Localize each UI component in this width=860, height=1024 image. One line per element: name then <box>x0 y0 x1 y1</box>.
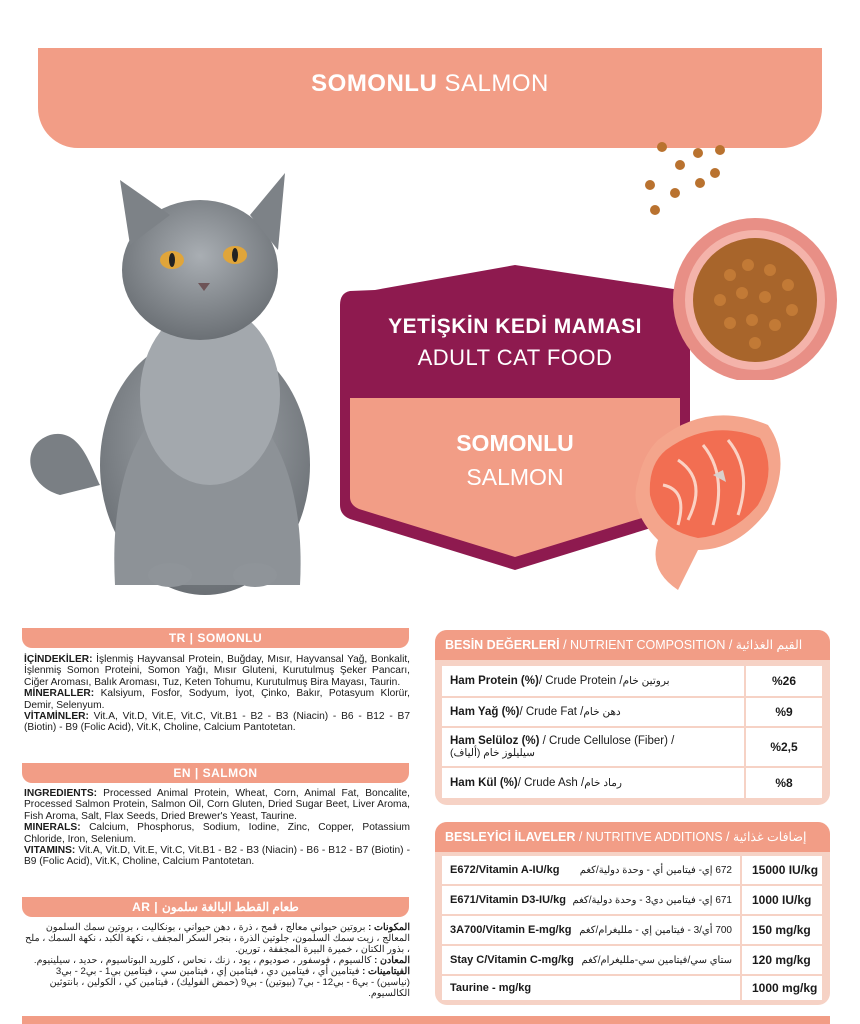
nutrient-row <box>442 666 822 696</box>
additive-ar: ستاي سي/فيتامين سي-ملليغرام/كغم <box>581 954 732 966</box>
nutrient-ar: سيليلوز خام (ألياف) <box>450 747 535 759</box>
nutrient-tr: Ham Kül (%) <box>450 777 518 789</box>
additive-value: 1000 mg/kg <box>740 976 822 1000</box>
nutrient-row <box>442 728 822 766</box>
additives-title-rest: / NUTRITIVE ADDITIONS / إضافات غذائية <box>575 830 807 844</box>
badge-title-en: ADULT CAT FOOD <box>417 345 613 370</box>
tr-vitamins: Vit.A, Vit.D, Vit.E, Vit.C, Vit.B1 - B2 - B3 (Niacin) - B6 - B12 - B7 (Biotin) - B9 (Folic Acid), Vit.K, Choline, Calcium Pantotetan. <box>24 711 410 734</box>
nutrient-en: / Crude Fat / <box>519 706 584 718</box>
additive-name: Stay C/Vitamin C-mg/kg <box>450 954 574 966</box>
additive-value: 120 mg/kg <box>740 946 822 974</box>
ar-section-text <box>24 922 410 999</box>
header-title-light: SALMON <box>444 70 549 97</box>
tr-vitamins-label: VİTAMİNLER: <box>24 711 89 723</box>
ar-ingredients-label: المكونات : <box>368 922 410 933</box>
additive-ar: 671 إي- فيتامين دي3 - وحدة دولية/كغم <box>572 894 732 906</box>
additive-value: 150 mg/kg <box>740 916 822 944</box>
nutrient-row <box>442 768 822 798</box>
additives-title-bold: BESLEYİCİ İLAVELER <box>445 830 576 844</box>
en-vitamins: Vit.A, Vit.D, Vit.E, Vit.C, Vit.B1 - B2 - B3 (Niacin) - B6 - B12 - B7 (Biotin) - B9 (Folic Acid), Vit.K, Choline, Calcium Pantotetan. <box>24 845 410 868</box>
nutrient-value: %2,5 <box>744 728 822 766</box>
additive-row <box>442 976 822 1000</box>
additive-name: E671/Vitamin D3-IU/kg <box>450 894 566 906</box>
en-ingredients: Processed Animal Protein, Wheat, Corn, Animal Fat, Boncalite, Processed Salmon Protein, Salmon Oil, Corn Gluten, Dried Sugar Beet, Liver Aroma, Fish Aroma, Salt, Flax Seeds, Dried Brewer's Yeast, Taurine. <box>24 788 410 822</box>
tr-minerals: Kalsiyum, Fosfor, Sodyum, İyot, Çinko, Bakır, Potasyum Klorür, Demir, Selenyum. <box>24 688 410 711</box>
additive-value: 15000 IU/kg <box>740 856 822 884</box>
nutrient-en: / Crude Ash / <box>517 777 585 789</box>
nutrient-ar: دهن خام <box>583 706 621 718</box>
additive-name: E672/Vitamin A-IU/kg <box>450 864 560 876</box>
nutrient-value: %9 <box>744 698 822 726</box>
bottom-bar <box>22 1016 830 1024</box>
nutrient-tr: Ham Yağ (%) <box>450 706 520 718</box>
badge-flavor-tr: SOMONLU <box>456 430 574 456</box>
en-section-text <box>24 788 410 868</box>
en-minerals-label: MINERALS: <box>24 822 81 834</box>
en-vitamins-label: VITAMINS: <box>24 845 76 857</box>
header-title-bold: SOMONLU <box>311 70 438 97</box>
badge-title-tr: YETİŞKİN KEDİ MAMASI <box>388 315 642 338</box>
en-ingredients-label: INGREDIENTS: <box>24 788 98 799</box>
header-title <box>38 70 822 98</box>
badge-flavor-en: SALMON <box>466 464 564 490</box>
additive-name: Taurine - mg/kg <box>450 982 532 994</box>
ar-vitamins: فيتامين أي ، فيتامين دي ، فيتامين إي ، فيتامين سي ، فيتامين بي1 - بي2 - بي3 (نياسين) - بي6 - بي12 - بي7 (بيوتين) - بي9 (حمض الفوليك) ، فيتامين كي ، الكولين ، بانتوثين الكالسيوم. <box>49 966 410 999</box>
ar-minerals-label: المعادن : <box>374 955 410 966</box>
additive-ar: 700 أي/3 - فيتامين إي - ملليغرام/كغم <box>579 924 732 936</box>
nutrient-ar: بروتين خام <box>622 675 670 687</box>
additive-row <box>442 856 822 884</box>
ar-minerals: كالسيوم ، فوسفور ، صوديوم ، يود ، زنك ، نحاس ، كلوريد البوتاسيوم ، حديد ، سيلينيوم. <box>33 955 372 966</box>
nutrient-en: / Crude Protein / <box>538 675 623 687</box>
kibble-bowl-image <box>620 125 845 380</box>
tr-ingredients: İşlenmiş Hayvansal Protein, Buğday, Mısır, Hayvansal Yağ, Bonkalit, İşlenmiş Somon Proteini, Somon Yağı, Mısır Gluteni, Kurutulmuş Şeker Pancarı, Ciğer Aroması, Balık Aroması, Tuz, Keten Tohumu, Kurutulmuş Bira Mayası, Taurin. <box>24 654 410 688</box>
nutrient-value: %26 <box>744 666 822 696</box>
additive-row <box>442 886 822 914</box>
ar-vitamins-label: الفيتامينات : <box>362 966 410 977</box>
en-minerals: Calcium, Phosphorus, Sodium, Iodine, Zinc, Copper, Potassium Chloride, Iron, Selenium. <box>24 822 410 845</box>
nutrient-row <box>442 698 822 726</box>
tr-ingredients-label: İÇİNDEKİLER: <box>24 654 93 665</box>
nutrient-header <box>435 630 830 660</box>
ar-section-bar: AR | طعام القطط البالغة سلمون <box>22 897 409 917</box>
additive-row <box>442 916 822 944</box>
additives-header <box>435 822 830 852</box>
additive-row <box>442 946 822 974</box>
nutrient-value: %8 <box>744 768 822 798</box>
nutrient-title-bold: BESİN DEĞERLERİ <box>445 638 560 652</box>
nutrient-tr: Ham Selüloz (%) <box>450 735 540 747</box>
nutrient-en: / Crude Cellulose (Fiber) / <box>539 735 675 747</box>
nutrient-ar: رماد خام <box>584 777 622 789</box>
en-section-bar: EN | SALMON <box>22 763 409 783</box>
cat-photo <box>20 165 320 595</box>
tr-section-text <box>24 654 410 734</box>
nutrient-title-rest: / NUTRIENT COMPOSITION / القيم الغذائية <box>559 638 803 652</box>
nutrient-tr: Ham Protein (%) <box>450 675 539 687</box>
tr-minerals-label: MİNERALLER: <box>24 688 95 700</box>
ar-ingredients: بروتين حيواني معالج ، قمح ، ذرة ، دهن حيواني ، بونكاليت ، بروتين سمك السلمون المعالج ، زيت سمك السلمون، جلوتين الذرة ، بنجر السكر المجفف ، نكهة الكبد ، نكهة السمك ، ملح ، بذور الكتان ، خميرة البيرة المجففة ، تورين. <box>25 922 410 955</box>
salmon-steak-image <box>618 400 788 595</box>
tr-section-bar: TR | SOMONLU <box>22 628 409 648</box>
additive-value: 1000 IU/kg <box>740 886 822 914</box>
additive-name: 3A700/Vitamin E-mg/kg <box>450 924 572 936</box>
additive-ar: 672 إي- فيتامين أي - وحدة دولية/كغم <box>579 864 732 876</box>
